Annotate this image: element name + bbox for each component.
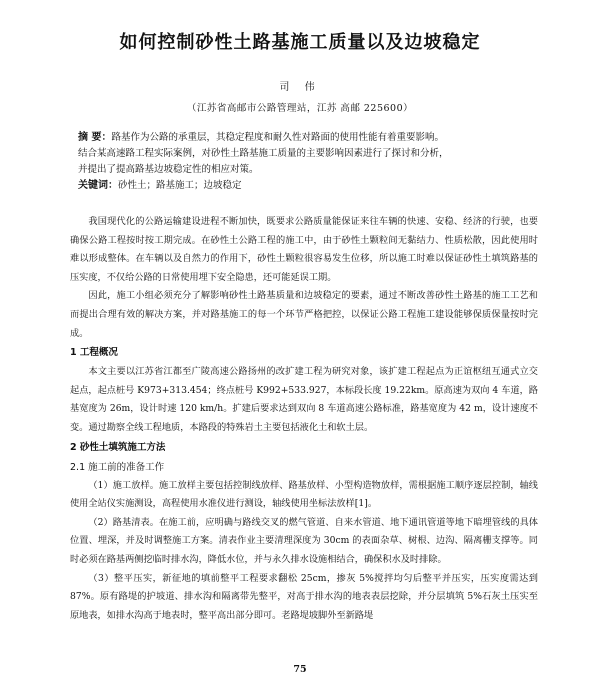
section-1-paragraph: 本文主要以江苏省江都至广陵高速公路扬州的改扩建工程为研究对象，该扩建工程起点为正谊枢纽互通式立交起点，起点桩号 K973+313.454；终点桩号 K992+533.927，本标段长度 19.22km。原高速为双向 4 车道，路基宽度为 26m，设计时速 120 km/h。扩建后要求达到双向 8 车道高速公路标准，路基宽度为 42 m，设计速度不变。通过勘察全线工程地质，本路段的特殊岩土主要包括液化土和软土层。	[70, 366, 538, 433]
abstract-line	[78, 130, 528, 146]
keywords-label: 关键词：	[78, 180, 118, 191]
section-2-1-paragraph-3: （3）整平压实，新征地的填前整平工程要求翻松 25cm，掺灰 5%搅拌均匀后整平并压实，压实度需达到 87%。原有路堤的护坡道、排水沟和隔离带先整平，对高于排水沟的地表表层挖除，并分层填筑 5%石灰土压实至原地表，如排水沟高于地表时，整平高出部分即可。老路堤坡脚外至新路堤	[70, 572, 538, 621]
section-2-heading: 2 砂性土填筑施工方法	[70, 441, 166, 453]
keywords-line	[78, 178, 528, 194]
abstract-line: 结合某高速路工程实际案例，对砂性土路基施工质量的主要影响因素进行了探讨和分析，	[78, 148, 449, 159]
page-number: 75	[293, 664, 307, 675]
abstract-block	[78, 130, 528, 194]
section-1-heading: 1 工程概况	[70, 347, 118, 359]
author-affiliation: （江苏省高邮市公路管理站，江苏 高邮 225600）	[186, 103, 414, 114]
keywords-text: 砂性土；路基施工；边坡稳定	[118, 180, 242, 191]
author-name: 司 伟	[279, 82, 321, 93]
body-text	[70, 213, 538, 625]
intro-paragraph-1: 我国现代化的公路运输建设进程不断加快，既要求公路质量能保证来往车辆的快速、安稳、经济的行驶，也要确保公路工程按时按工期完成。在砂性土公路工程的施工中，由于砂性土颗粒间无黏结力、性质松散，因此使用时难以形成整体。在车辆以及自然力的作用下，砂性土颗粒很容易发生位移，所以施工时难以保证砂性土填筑路基的压实度，不仅给公路的日常使用埋下安全隐患，还可能延误工期。	[70, 216, 538, 283]
section-2-1-heading: 2.1 施工前的准备工作	[70, 461, 165, 473]
section-2-1-paragraph-1: （1）施工放样。施工放样主要包括控制线放样、路基放样、小型构造物放样，需根据施工顺序逐层控制，轴线使用全站仪实施测设，高程使用水准仪进行测设，轴线使用坐标法放样[1]。	[70, 479, 538, 510]
abstract-line: 并提出了提高路基边坡稳定性的相应对策。	[78, 164, 259, 175]
paper-title: 如何控制砂性土路基施工质量以及边坡稳定	[119, 32, 481, 53]
intro-paragraph-2: 因此，施工小组必须充分了解影响砂性土路基质量和边坡稳定的要素，通过不断改善砂性土路基的施工工艺和而提出合理有效的解决方案，并对路基施工的每一个环节严格把控，以保证公路工程施工建设能够保质保量按时完成。	[70, 290, 538, 339]
abstract-text-1: 路基作为公路的承重层，其稳定程度和耐久性对路面的使用性能有着重要影响。	[111, 132, 444, 143]
abstract-label: 摘 要：	[78, 132, 112, 143]
section-2-1-paragraph-2: （2）路基清表。在施工前，应明确与路线交叉的燃气管道、自来水管道、地下通讯管道等地下暗埋管线的具体位置、埋深，并及时调整施工方案。清表作业主要清理深度为 30cm 的表面杂草、树根、边沟、隔离栅支撑等。同时必须在路基两侧挖临时排水沟，降低水位，并与永久排水设施相结合，确保积水及时排除。	[70, 516, 538, 565]
